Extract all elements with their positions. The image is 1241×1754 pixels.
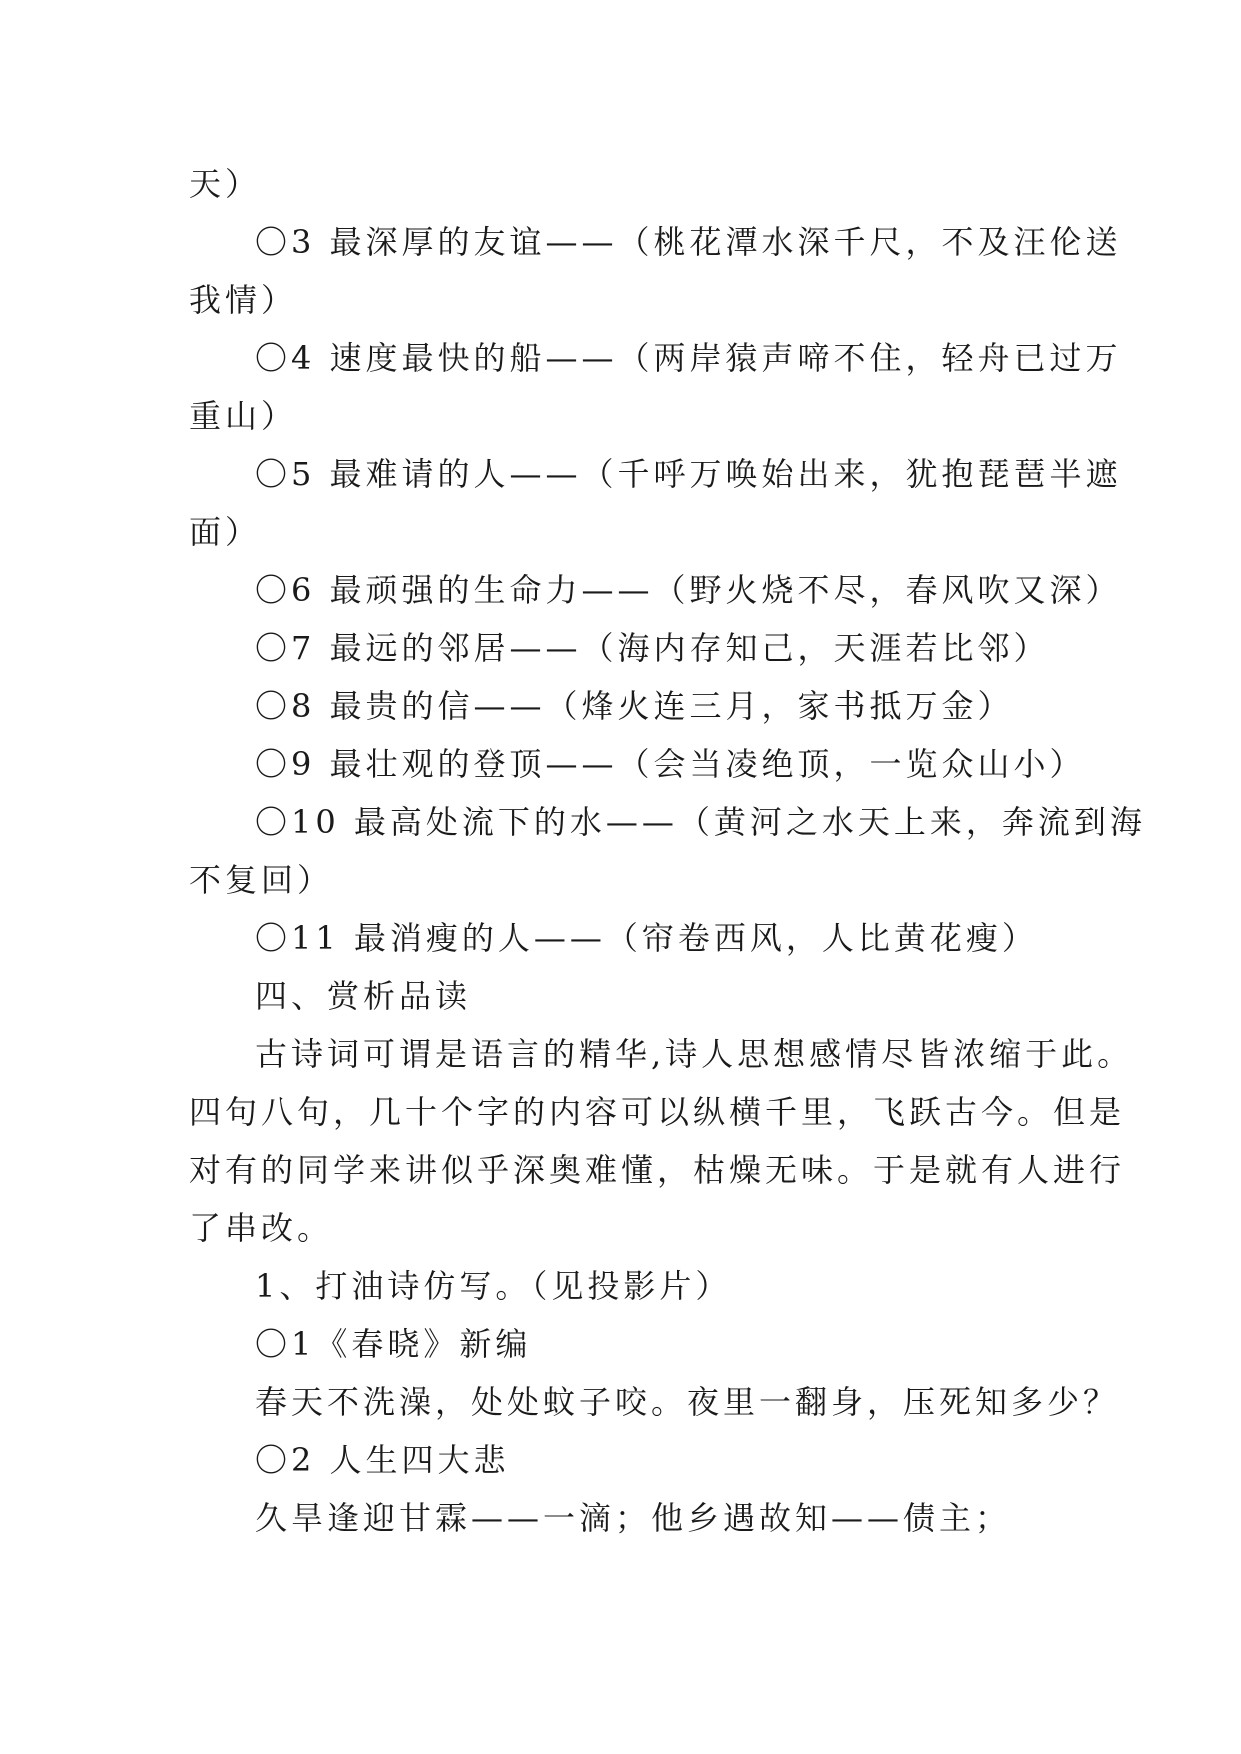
text-line: 〇11 最消瘦的人——（帘卷西风，人比黄花瘦） <box>255 919 1038 957</box>
text-line: 〇6 最顽强的生命力——（野火烧不尽，春风吹又深） <box>255 571 1122 609</box>
text-line: 〇5 最难请的人——（千呼万唤始出来，犹抱琵琶半遮 <box>255 455 1122 493</box>
text-line: 久旱逢迎甘霖——一滴；他乡遇故知——债主； <box>255 1499 1012 1537</box>
text-line: 古诗词可谓是语言的精华,诗人思想感情尽皆浓缩于此。 <box>255 1035 1134 1073</box>
text-line: 重山） <box>189 397 298 435</box>
text-line: 四句八句，几十个字的内容可以纵横千里，飞跃古今。但是 <box>189 1093 1126 1131</box>
text-line: 我情） <box>189 281 298 319</box>
text-line: 〇10 最高处流下的水——（黄河之水天上来，奔流到海 <box>255 803 1146 841</box>
text-line: 春天不洗澡，处处蚊子咬。夜里一翻身，压死知多少？ <box>255 1383 1120 1421</box>
text-line: 〇9 最壮观的登顶——（会当凌绝顶，一览众山小） <box>255 745 1086 783</box>
text-line: 〇8 最贵的信——（烽火连三月，家书抵万金） <box>255 687 1014 725</box>
text-line: 〇4 速度最快的船——（两岸猿声啼不住，轻舟已过万 <box>255 339 1122 377</box>
text-line: 〇7 最远的邻居——（海内存知己，天涯若比邻） <box>255 629 1050 667</box>
text-line: 〇3 最深厚的友谊——（桃花潭水深千尺，不及汪伦送 <box>255 223 1122 261</box>
text-line: 不复回） <box>189 861 334 899</box>
text-line: 对有的同学来讲似乎深奥难懂，枯燥无味。于是就有人进行 <box>189 1151 1126 1189</box>
text-line: 1、打油诗仿写。（见投影片） <box>255 1267 732 1305</box>
text-line: 〇2 人生四大悲 <box>255 1441 510 1479</box>
text-line: 面） <box>189 513 262 551</box>
text-line: 天） <box>189 165 262 203</box>
text-line: 〇1《春晓》新编 <box>255 1325 532 1363</box>
text-line: 了串改。 <box>189 1209 334 1247</box>
section-heading: 四、赏析品读 <box>255 977 472 1015</box>
